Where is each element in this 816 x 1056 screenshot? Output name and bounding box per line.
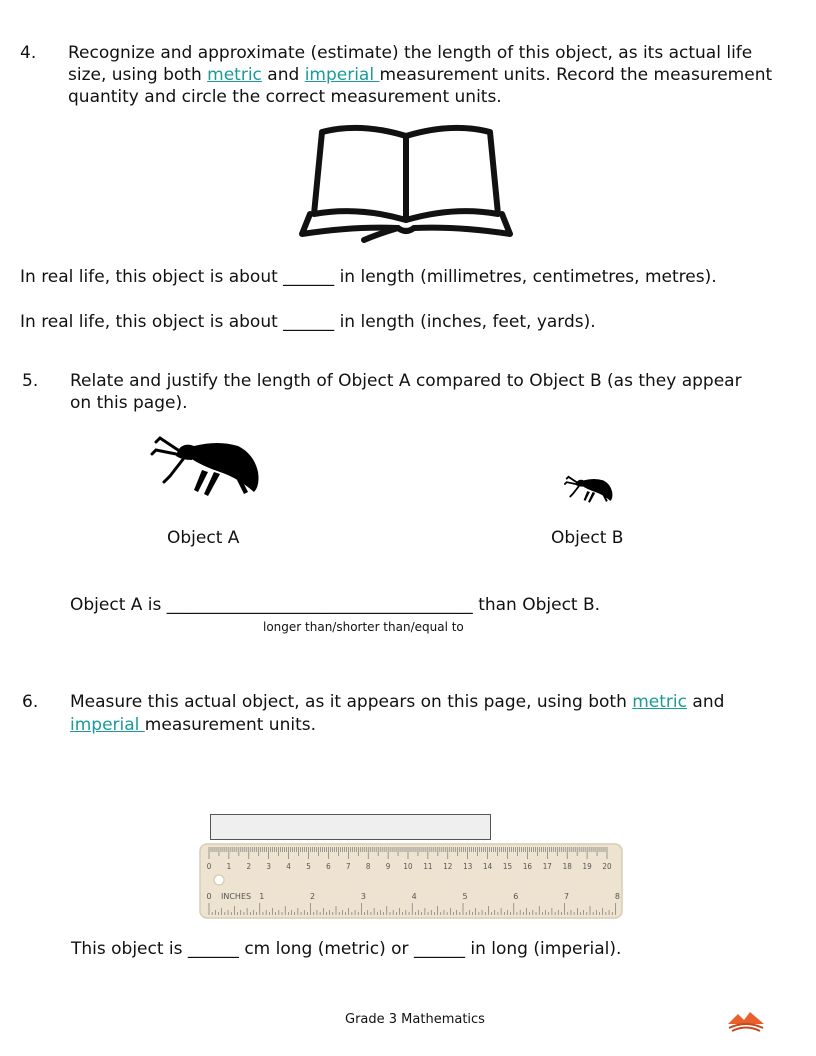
ruler-cm-label: 11 [423,862,433,871]
answer-2-prefix: In real life, this object is about [20,312,284,332]
question-5-number: 5. [22,371,39,391]
question-4-line-2-b: and [261,65,305,85]
metric-link[interactable]: metric [207,65,262,85]
ruler [199,843,623,919]
question-4-line-1: Recognize and approximate (estimate) the length of this object, as its actual life [68,43,753,63]
ruler-cm-label: 6 [326,862,331,871]
ruler-cm-label: 3 [266,862,271,871]
ruler-cm-label: 14 [483,862,493,871]
book-icon [298,122,514,244]
question-5-line-1: Relate and justify the length of Object A compared to Object B (as they appear [70,371,742,391]
answer-1-units: in length (millimetres, centimetres, metres). [334,267,717,287]
q6-answer-prefix: This object is [71,939,188,959]
question-4-line-2 [68,64,772,86]
ruler-cm-label: 13 [463,862,473,871]
ruler-inch-label: 1 [259,892,265,901]
publisher-logo-icon [728,1010,764,1032]
ruler-inch-label: 2 [310,892,316,901]
beetle-a-icon [150,432,262,496]
question-6-line-2 [70,714,316,736]
beetle-b-icon [564,474,614,510]
ruler-body [200,844,622,918]
ruler-cm-label: 0 [206,862,212,871]
ruler-inch-label: 0 [206,892,212,901]
question-4-answer-1 [20,266,717,288]
comparison-blank[interactable]: ____________________________________ [166,595,473,615]
answer-prefix: Object A is [70,595,167,615]
imperial-link[interactable]: imperial [304,65,380,85]
ruler-cm-label: 17 [542,862,552,871]
ruler-inches-caption: INCHES [221,892,252,901]
ruler-cm-label: 10 [403,862,413,871]
object-b-label: Object B [551,528,624,548]
question-6-line-1-a: Measure this actual object, as it appears on this page, using both [70,692,633,712]
ruler-inch-label: 6 [513,892,519,901]
object-a-label: Object A [167,528,240,548]
comparison-hint: longer than/shorter than/equal to [263,620,464,634]
question-6-number: 6. [22,692,39,712]
ruler-cm-label: 7 [346,862,351,871]
imperial-link-2[interactable]: imperial [70,715,145,735]
ruler-cm-label: 1 [226,862,232,871]
ruler-inch-label: 5 [462,892,468,901]
ruler-hole [214,875,224,885]
answer-1-blank[interactable]: ______ [283,267,335,287]
inch-blank[interactable]: ______ [413,939,465,959]
ruler-cm-label: 9 [385,862,391,871]
cm-blank[interactable]: ______ [187,939,239,959]
question-4-answer-2 [20,311,596,333]
ruler-cm-label: 5 [306,862,311,871]
ruler-inch-label: 3 [360,892,366,901]
ruler-inch-label: 4 [411,892,417,901]
footer-title: Grade 3 Mathematics [345,1012,485,1027]
ruler-cm-label: 4 [286,862,291,871]
question-6-line-2-b: measurement units. [144,715,317,735]
ruler-inch-label: 7 [564,892,570,901]
question-4-line-2-a: size, using both [68,65,208,85]
q6-answer-middle: cm long (metric) or [238,939,414,959]
ruler-cm-label: 15 [502,862,513,871]
question-5-line-2: on this page). [70,393,188,413]
question-5-answer [70,594,600,616]
ruler-cm-label: 8 [365,862,371,871]
metric-link-2[interactable]: metric [632,692,687,712]
measure-rectangle [210,814,491,840]
question-6-line-1 [70,691,724,713]
answer-1-prefix: In real life, this object is about [20,267,284,287]
ruler-cm-label: 20 [602,862,612,871]
ruler-cm-label: 12 [443,862,453,871]
question-4-line-3: quantity and circle the correct measurement units. [68,87,502,107]
question-6-answer [71,938,621,960]
question-4-number: 4. [20,43,37,63]
answer-2-blank[interactable]: ______ [283,312,335,332]
ruler-inch-label: 8 [614,892,620,901]
ruler-cm-label: 19 [582,862,592,871]
answer-suffix: than Object B. [472,595,601,615]
answer-2-units: in length (inches, feet, yards). [334,312,596,332]
ruler-cm-label: 2 [246,862,252,871]
ruler-cm-label: 18 [562,862,572,871]
question-6-line-1-b: and [687,692,725,712]
ruler-cm-label: 16 [522,862,532,871]
question-4-line-2-c: measurement units. Record the measurement [379,65,773,85]
q6-answer-suffix: in long (imperial). [464,939,622,959]
